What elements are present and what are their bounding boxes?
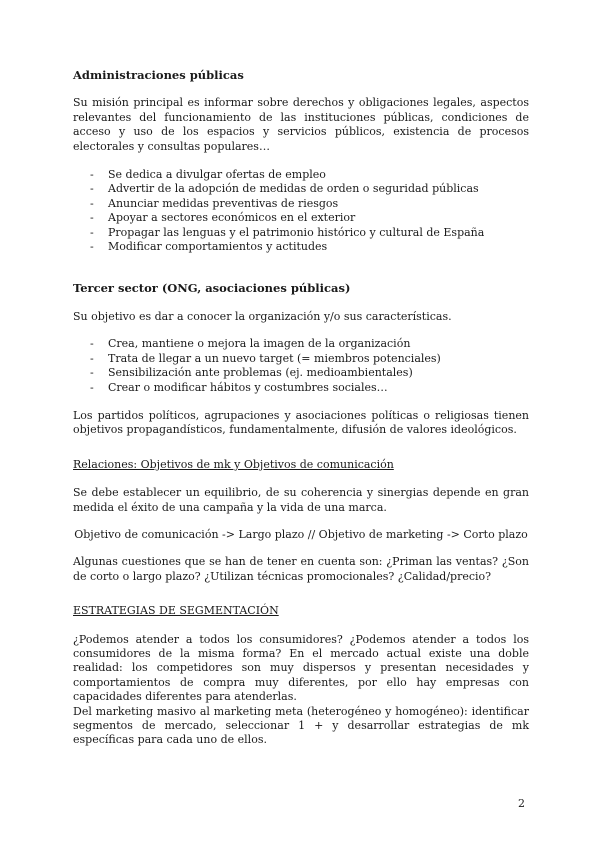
tercer-sector-closing: Los partidos políticos, agrupaciones y asociaciones políticas o religiosas tienen objetivos propagandísticos, fundamentalmente, difusión de valores ideológicos. xyxy=(73,408,529,437)
list-item: - Anunciar medidas preventivas de riesgos xyxy=(90,196,339,210)
administraciones-list xyxy=(73,168,529,254)
tercer-sector-list xyxy=(73,337,529,395)
list-item: - Modificar comportamientos y actitudes xyxy=(90,240,328,254)
list-item: - Crear o modificar hábitos y costumbres sociales… xyxy=(90,380,388,394)
list-item: - Apoyar a sectores económicos en el exterior xyxy=(90,211,356,225)
tercer-sector-intro: Su objetivo es dar a conocer la organización y/o sus características. xyxy=(73,309,452,323)
segmentacion-paragraph-2: Del marketing masivo al marketing meta (heterogéneo y homogéneo): identificar segmentos de mercado, seleccionar 1 + y desarrollar estrategias de mk específicas para cada uno de ellos. xyxy=(73,704,529,747)
section-heading-tercer-sector: Tercer sector (ONG, asociaciones públicas) xyxy=(73,281,351,296)
relaciones-paragraph: Se debe establecer un equilibrio, de su coherencia y sinergias depende en gran medida el éxito de una campaña y la vida de una marca. xyxy=(73,486,529,514)
list-item: - Sensibilización ante problemas (ej. medioambientales) xyxy=(90,366,413,380)
list-item: - Propagar las lenguas y el patrimonio histórico y cultural de España xyxy=(90,225,485,239)
segmentacion-paragraph-1: ¿Podemos atender a todos los consumidores? ¿Podemos atender a todos los consumidores de la misma forma? En el mercado actual existe una doble realidad: los competidores son muy dispersos y presentan necesidades y comportamientos de compra muy diferentes, por ello hay empresas con capacidades diferentes para atenderlas. xyxy=(73,632,529,704)
relaciones-questions: Algunas cuestiones que se han de tener en cuenta son: ¿Priman las ventas? ¿Son de corto o largo plazo? ¿Utilizan técnicas promocionales? ¿Calidad/precio? xyxy=(73,555,529,583)
relaciones-centered-line: Objetivo de comunicación -> Largo plazo // Objetivo de marketing -> Corto plazo xyxy=(74,527,528,541)
section-heading-relaciones: Relaciones: Objetivos de mk y Objetivos de comunicación xyxy=(73,457,394,471)
list-item: - Advertir de la adopción de medidas de orden o seguridad públicas xyxy=(90,182,479,196)
list-item: - Crea, mantiene o mejora la imagen de la organización xyxy=(90,337,411,351)
administraciones-intro: Su misión principal es informar sobre derechos y obligaciones legales, aspectos relevantes del funcionamiento de las instituciones públicas, condiciones de acceso y uso de los espacios y servicios públicos, existencia de procesos electorales y consultas populares… xyxy=(73,96,529,153)
section-heading-administraciones: Administraciones públicas xyxy=(73,68,244,82)
page-number: 2 xyxy=(518,797,525,810)
page-content xyxy=(73,68,529,748)
list-item: - Se dedica a divulgar ofertas de empleo xyxy=(90,168,326,182)
list-item: - Trata de llegar a un nuevo target (= miembros potenciales) xyxy=(90,351,441,365)
section-heading-segmentacion: ESTRATEGIAS DE SEGMENTACIÓN xyxy=(73,604,279,618)
